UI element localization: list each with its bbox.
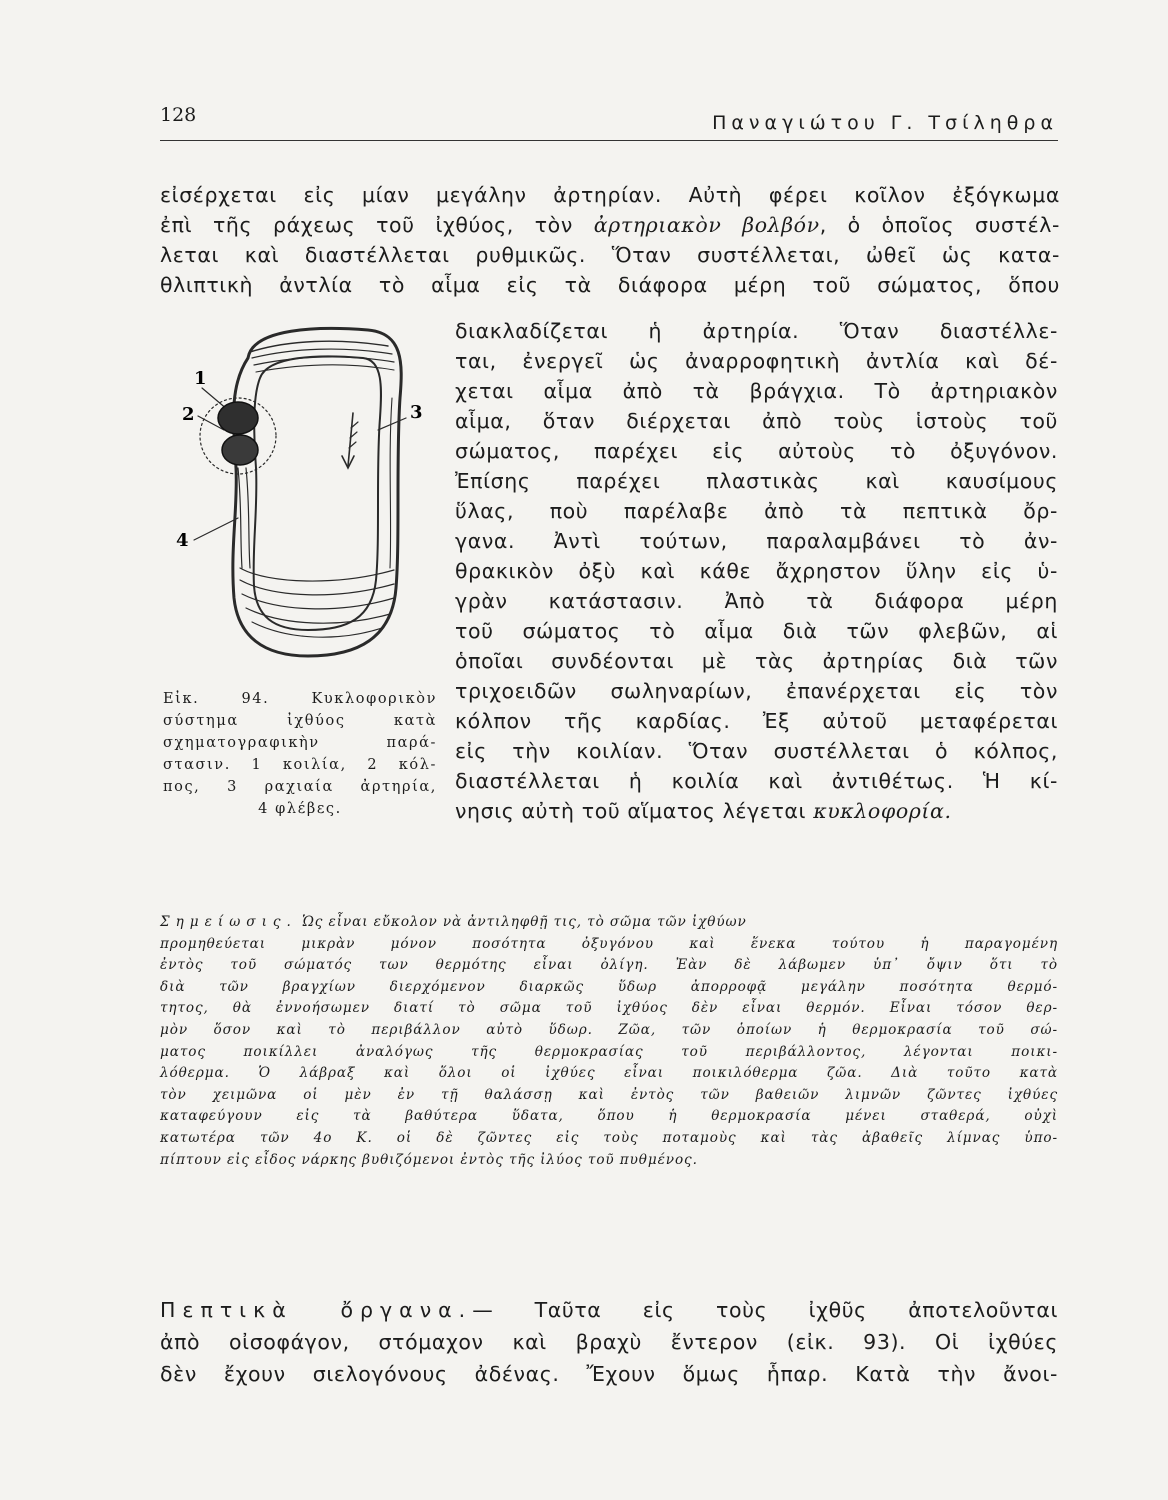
note-line: κατωτέρα τῶν 4ο Κ. οἱ δὲ ζῶντες εἰς τοὺς ποταμοὺς καὶ τὰς ἀβαθεῖς λίμνας ὑπο- [160, 1129, 1058, 1146]
italic-term: ἀρτηριακὸν βολβόν [593, 213, 820, 237]
text-line: ὕλας, ποὺ παρέλαβε ἀπὸ τὰ πεπτικὰ ὄρ- [455, 499, 1058, 523]
circulatory-figure [168, 318, 438, 668]
note-line: καταφεύγουν εἰς τὰ βαθύτερα ὕδατα, ὅπου ἡ θερμοκρασία μένει σταθερά, οὐχὶ [160, 1108, 1058, 1125]
text-line: κόλπον τῆς καρδίας. Ἐξ αὐτοῦ μεταφέρεται [455, 709, 1058, 733]
text-line: χεται αἷμα ἀπὸ τὰ βράγχια. Τὸ ἀρτηριακὸν [455, 379, 1058, 403]
text-line: ὁποῖαι συνδέονται μὲ τὰς ἀρτηρίας διὰ τῶν [455, 649, 1058, 673]
text-line: Ἐπίσης παρέχει πλαστικὰς καὶ καυσίμους [455, 469, 1058, 493]
text-line: ἐπὶ τῆς ράχεως τοῦ ἰχθύος, τὸν ἀρτηριακὸν βολβόν, ὁ ὁποῖος συστέλ- [160, 213, 1060, 237]
note-line: ματος ποικίλλει ἀναλόγως τῆς θερμοκρασίας τοῦ περιβάλλοντος, λέγονται ποικι- [160, 1043, 1058, 1060]
figure-label-2: 2 [182, 404, 195, 425]
note-line: Σημείωσις. Ὡς εἶναι εὔκολον νὰ ἀντιληφθῇ τις, τὸ σῶμα τῶν ἰχθύων [160, 914, 747, 930]
caption-line: στασιν. 1 κοιλία, 2 κόλ- [163, 757, 437, 773]
figure-label-4: 4 [176, 530, 189, 551]
note-line: διὰ τῶν βραγχίων διερχόμενον διαρκῶς ὕδωρ ἀπορροφᾷ μεγάλην ποσότητα θερμό- [160, 978, 1058, 995]
note-line: λόθερμα. Ὁ λάβραξ καὶ ὅλοι οἱ ἰχθύες εἶναι ποικιλόθερμα ζῶα. Διὰ τοῦτο κατὰ [160, 1065, 1058, 1082]
text-line: λεται καὶ διαστέλλεται ρυθμικῶς. Ὅταν συστέλλεται, ὠθεῖ ὡς κατα- [160, 243, 1060, 267]
note-line: τὸν χειμῶνα οἱ μὲν ἐν τῇ θαλάσσῃ καὶ ἐντὸς τῶν βαθειῶν λιμνῶν ζῶντες ἰχθύες [160, 1086, 1058, 1103]
text-line: γρὰν κατάστασιν. Ἀπὸ τὰ διάφορα μέρη [455, 589, 1058, 613]
text-line: θλιπτικὴ ἀντλία τὸ αἷμα εἰς τὰ διάφορα μέρη τοῦ σώματος, ὅπου [160, 273, 1060, 297]
top-paragraph [160, 180, 1060, 300]
note-block [160, 912, 1058, 1171]
page-number: 128 [160, 104, 197, 126]
note-label: Σημείωσις. [160, 914, 297, 930]
text-line: νησις αὐτὴ τοῦ αἵματος λέγεται κυκλοφορία. [455, 799, 952, 823]
text-line: εἰσέρχεται εἰς μίαν μεγάλην ἀρτηρίαν. Αὐτὴ φέρει κοῖλον ἐξόγκωμα [160, 183, 1060, 207]
text-line: Πεπτικὰ ὄργανα.— Ταῦτα εἰς τοὺς ἰχθῦς ἀποτελοῦνται [160, 1298, 1058, 1322]
note-line: προμηθεύεται μικρὰν μόνον ποσότητα ὀξυγόνου καὶ ἕνεκα τούτου ἡ παραγομένη [160, 935, 1058, 952]
section-heading: Πεπτικὰ ὄργανα. [160, 1298, 473, 1322]
text-line: ἀπὸ οἰσοφάγον, στόμαχον καὶ βραχὺ ἔντερον (εἰκ. 93). Οἱ ἰχθύες [160, 1330, 1058, 1354]
text-line: διακλαδίζεται ἡ ἀρτηρία. Ὅταν διαστέλλε- [455, 319, 1058, 343]
text-line: θρακικὸν ὀξὺ καὶ κάθε ἄχρηστον ὕλην εἰς ὑ- [455, 559, 1058, 583]
running-head: Παναγιώτου Γ. Τσίληθρα [712, 112, 1058, 134]
caption-line: πος, 3 ραχιαία ἀρτηρία, [163, 779, 437, 795]
wrap-paragraph [455, 316, 1058, 826]
text-line: διαστέλλεται ἡ κοιλία καὶ ἀντιθέτως. Ἡ κί- [455, 769, 1058, 793]
italic-term: κυκλοφορία. [813, 799, 952, 823]
text-line: ται, ἐνεργεῖ ὡς ἀναρροφητικὴ ἀντλία καὶ δέ- [455, 349, 1058, 373]
caption-line: 4 φλέβες. [258, 801, 342, 817]
circulatory-diagram [168, 318, 438, 668]
text-line: τριχοειδῶν σωληναρίων, ἐπανέρχεται εἰς τὸν [455, 679, 1058, 703]
note-line: πίπτουν εἰς εἶδος νάρκης βυθιζόμενοι ἐντὸς τῆς ἰλύος τοῦ πυθμένος. [160, 1151, 698, 1168]
caption-line: σχηματογραφικὴν παρά- [163, 735, 437, 751]
text-line: σώματος, παρέχει εἰς αὐτοὺς τὸ ὀξυγόνον. [455, 439, 1058, 463]
bottom-paragraph [160, 1294, 1058, 1390]
figure-caption [163, 688, 437, 820]
text-line: γανα. Ἀντὶ τούτων, παραλαμβάνει τὸ ἀν- [455, 529, 1058, 553]
figure-label-1: 1 [194, 368, 207, 389]
text-line: δὲν ἔχουν σιελογόνους ἀδένας. Ἔχουν ὅμως ἧπαρ. Κατὰ τὴν ἄνοι- [160, 1362, 1058, 1386]
caption-line: σύστημα ἰχθύος κατὰ [163, 713, 437, 729]
caption-line: Εἰκ. 94. Κυκλοφορικὸν [163, 691, 437, 707]
note-line: τητος, θὰ ἐννοήσωμεν διατί τὸ σῶμα τοῦ ἰχθύος δὲν εἶναι θερμόν. Εἶναι τόσον θερ- [160, 1000, 1058, 1017]
note-line: ἐντὸς τοῦ σώματός των θερμότης εἶναι ὀλίγη. Ἐὰν δὲ λάβωμεν ὑπ᾽ ὄψιν ὅτι τὸ [160, 957, 1058, 974]
text-line: τοῦ σώματος τὸ αἷμα διὰ τῶν φλεβῶν, αἱ [455, 619, 1058, 643]
page-header [160, 100, 1058, 141]
text-line: εἰς τὴν κοιλίαν. Ὅταν συστέλλεται ὁ κόλπος, [455, 739, 1058, 763]
text-line: αἷμα, ὅταν διέρχεται ἀπὸ τοὺς ἱστοὺς τοῦ [455, 409, 1058, 433]
figure-label-3: 3 [410, 402, 423, 423]
note-line: μὸν ὅσον καὶ τὸ περιβάλλον αὐτὸ ὕδωρ. Ζῶα, τῶν ὁποίων ἡ θερμοκρασία τοῦ σώ- [160, 1021, 1058, 1038]
